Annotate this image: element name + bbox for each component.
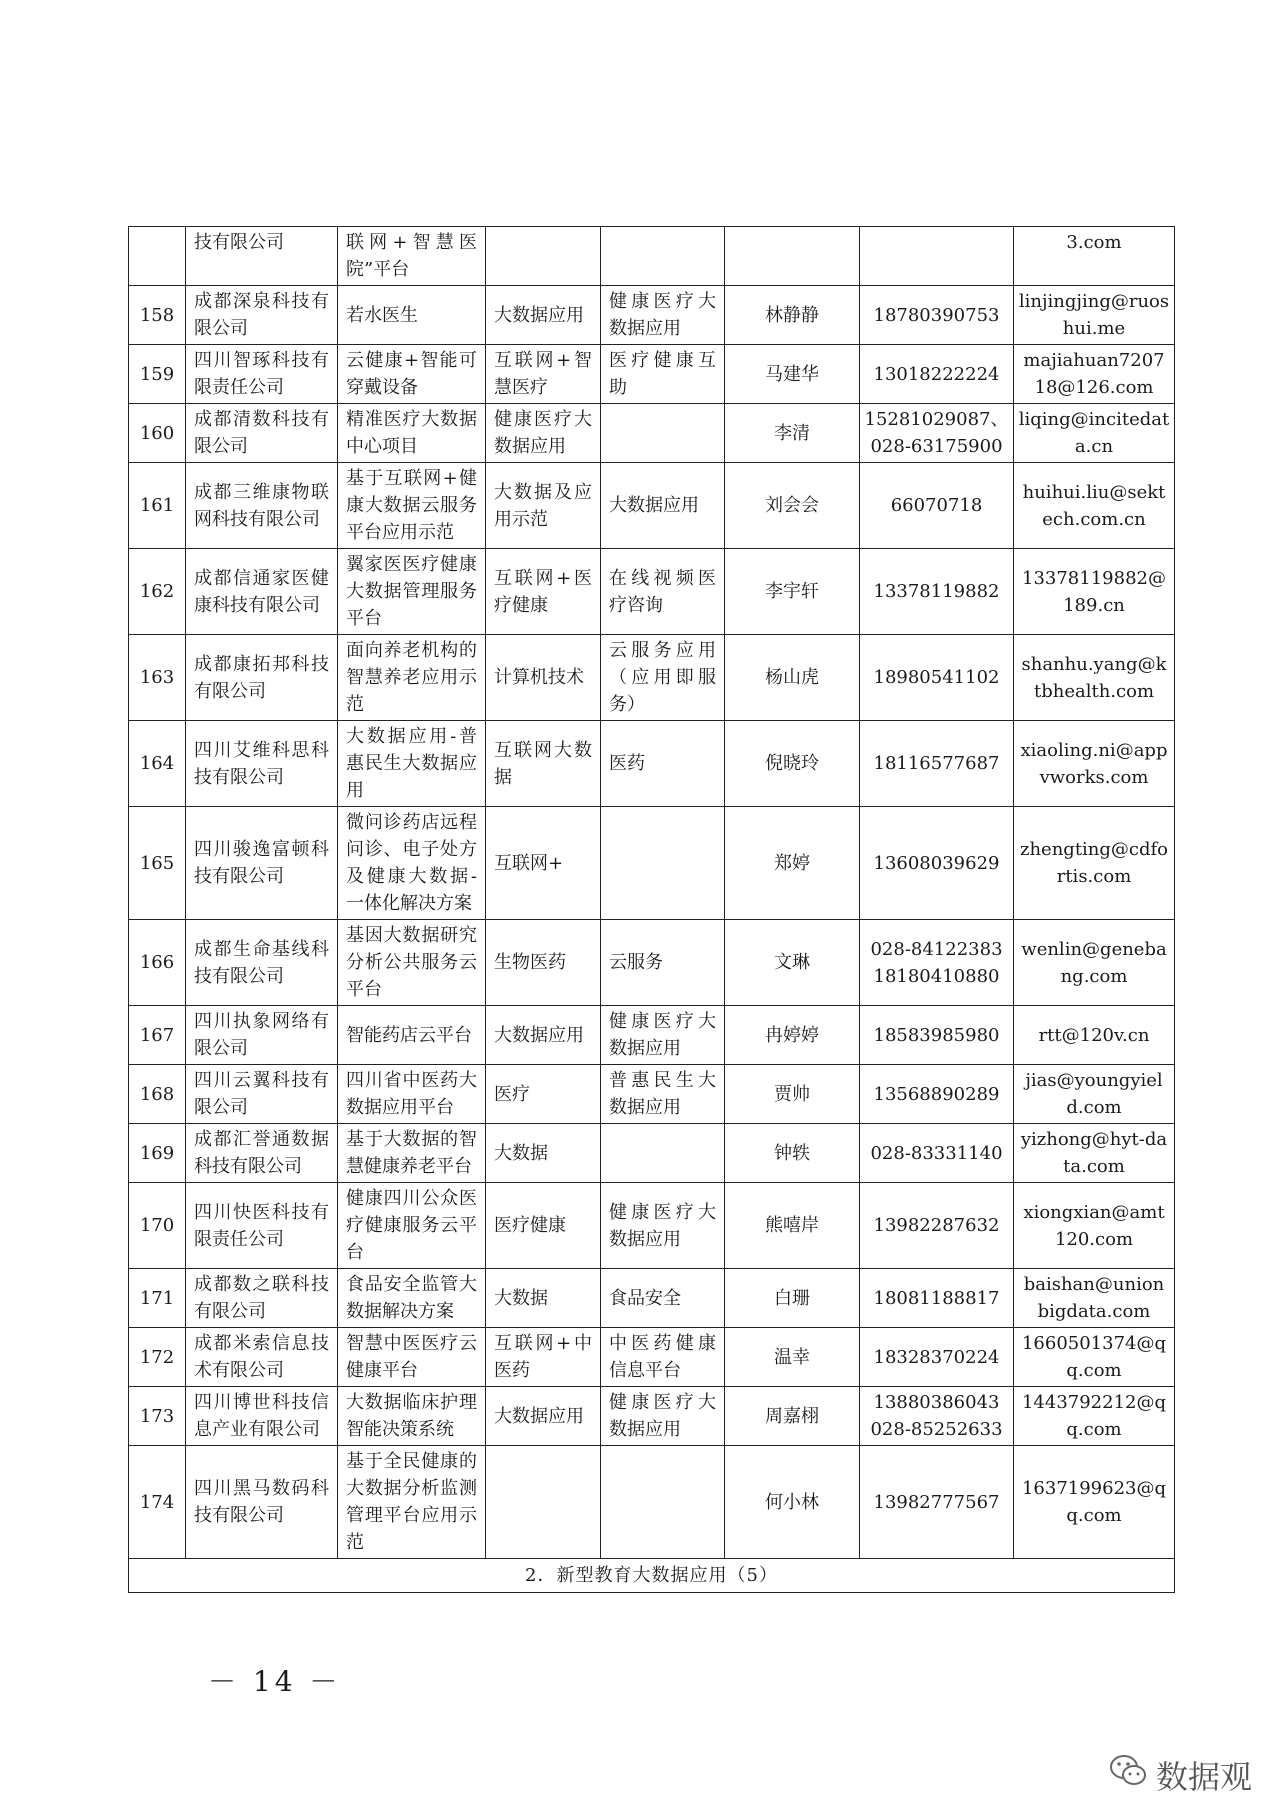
contact-person-cell: 贾帅 <box>725 1065 860 1124</box>
contact-person-cell: 李清 <box>725 404 860 463</box>
email-cell: rtt@120v.cn <box>1014 1006 1175 1065</box>
category-cell: 在线视频医疗咨询 <box>601 549 725 635</box>
project-name-cell: 微问诊药店远程问诊、电子处方及健康大数据-一体化解决方案 <box>338 807 486 920</box>
row-number-cell: 162 <box>129 549 186 635</box>
field-cell: 大数据应用 <box>486 286 601 345</box>
field-cell <box>486 227 601 286</box>
category-cell: 健康医疗大数据应用 <box>601 1006 725 1065</box>
category-cell: 普惠民生大数据应用 <box>601 1065 725 1124</box>
table-row <box>129 1065 1175 1124</box>
email-cell: majiahuan720718@126.com <box>1014 345 1175 404</box>
project-name-cell: 智慧中医医疗云健康平台 <box>338 1328 486 1387</box>
field-cell: 生物医药 <box>486 920 601 1006</box>
project-name-cell: 基于互联网+健康大数据云服务平台应用示范 <box>338 463 486 549</box>
phone-cell: 15281029087、 028-63175900 <box>860 404 1014 463</box>
table-row <box>129 227 1175 286</box>
row-number-cell: 167 <box>129 1006 186 1065</box>
table-row <box>129 807 1175 920</box>
table-row <box>129 463 1175 549</box>
phone-cell: 13018222224 <box>860 345 1014 404</box>
phone-cell: 028-83331140 <box>860 1124 1014 1183</box>
project-name-cell: 健康四川公众医疗健康服务云平台 <box>338 1183 486 1269</box>
field-cell: 大数据应用 <box>486 1387 601 1446</box>
company-name-cell: 技有限公司 <box>186 227 338 286</box>
phone-cell: 13982777567 <box>860 1446 1014 1559</box>
phone-cell <box>860 227 1014 286</box>
phone-cell: 18980541102 <box>860 635 1014 721</box>
field-cell: 大数据及应用示范 <box>486 463 601 549</box>
email-cell: 3.com <box>1014 227 1175 286</box>
row-number-cell <box>129 227 186 286</box>
field-cell: 医疗健康 <box>486 1183 601 1269</box>
email-cell: xiongxian@amt120.com <box>1014 1183 1175 1269</box>
email-cell: shanhu.yang@ktbhealth.com <box>1014 635 1175 721</box>
email-cell: xiaoling.ni@appvworks.com <box>1014 721 1175 807</box>
email-cell: yizhong@hyt-data.com <box>1014 1124 1175 1183</box>
contact-person-cell: 温幸 <box>725 1328 860 1387</box>
company-name-cell: 成都清数科技有限公司 <box>186 404 338 463</box>
project-name-cell: 基于全民健康的大数据分析监测管理平台应用示范 <box>338 1446 486 1559</box>
project-name-cell: 云健康+智能可穿戴设备 <box>338 345 486 404</box>
row-number-cell: 174 <box>129 1446 186 1559</box>
field-cell: 医疗 <box>486 1065 601 1124</box>
company-name-cell: 四川执象网络有限公司 <box>186 1006 338 1065</box>
phone-cell: 18328370224 <box>860 1328 1014 1387</box>
contact-person-cell <box>725 227 860 286</box>
row-number-cell: 169 <box>129 1124 186 1183</box>
row-number-cell: 163 <box>129 635 186 721</box>
company-name-cell: 成都生命基线科技有限公司 <box>186 920 338 1006</box>
contact-person-cell: 林静静 <box>725 286 860 345</box>
email-cell: wenlin@genebang.com <box>1014 920 1175 1006</box>
company-name-cell: 四川黑马数码科技有限公司 <box>186 1446 338 1559</box>
field-cell: 互联网+医疗健康 <box>486 549 601 635</box>
email-cell: zhengting@cdfortis.com <box>1014 807 1175 920</box>
table-row <box>129 549 1175 635</box>
row-number-cell: 161 <box>129 463 186 549</box>
field-cell <box>486 1446 601 1559</box>
project-name-cell: 精准医疗大数据中心项目 <box>338 404 486 463</box>
row-number-cell: 173 <box>129 1387 186 1446</box>
field-cell: 互联网大数据 <box>486 721 601 807</box>
table-row <box>129 1183 1175 1269</box>
contact-person-cell: 冉婷婷 <box>725 1006 860 1065</box>
company-name-cell: 四川云翼科技有限公司 <box>186 1065 338 1124</box>
field-cell: 大数据 <box>486 1269 601 1328</box>
category-cell <box>601 807 725 920</box>
contact-person-cell: 文琳 <box>725 920 860 1006</box>
category-cell: 健康医疗大数据应用 <box>601 286 725 345</box>
category-cell: 云服务 <box>601 920 725 1006</box>
company-name-cell: 成都米索信息技术有限公司 <box>186 1328 338 1387</box>
table-row <box>129 1269 1175 1328</box>
category-cell <box>601 227 725 286</box>
table-body <box>129 227 1175 1593</box>
phone-cell: 028-84122383 18180410880 <box>860 920 1014 1006</box>
project-name-cell: 联网+智慧医院”平台 <box>338 227 486 286</box>
table-row <box>129 345 1175 404</box>
project-name-cell: 基于大数据的智慧健康养老平台 <box>338 1124 486 1183</box>
company-name-cell: 成都数之联科技有限公司 <box>186 1269 338 1328</box>
company-name-cell: 成都汇誉通数据科技有限公司 <box>186 1124 338 1183</box>
company-name-cell: 四川智琢科技有限责任公司 <box>186 345 338 404</box>
company-name-cell: 四川快医科技有限责任公司 <box>186 1183 338 1269</box>
company-name-cell: 成都康拓邦科技有限公司 <box>186 635 338 721</box>
email-cell: linjingjing@ruoshui.me <box>1014 286 1175 345</box>
field-cell: 大数据 <box>486 1124 601 1183</box>
row-number-cell: 170 <box>129 1183 186 1269</box>
row-number-cell: 168 <box>129 1065 186 1124</box>
row-number-cell: 160 <box>129 404 186 463</box>
row-number-cell: 165 <box>129 807 186 920</box>
project-name-cell: 翼家医医疗健康大数据管理服务平台 <box>338 549 486 635</box>
page-number: － 14 － <box>208 1665 342 1698</box>
email-cell: 1637199623@qq.com <box>1014 1446 1175 1559</box>
email-cell: liqing@incitedata.cn <box>1014 404 1175 463</box>
field-cell: 大数据应用 <box>486 1006 601 1065</box>
category-cell: 健康医疗大数据应用 <box>601 1387 725 1446</box>
contact-person-cell: 倪晓玲 <box>725 721 860 807</box>
phone-cell: 66070718 <box>860 463 1014 549</box>
contact-person-cell: 杨山虎 <box>725 635 860 721</box>
table-row <box>129 1446 1175 1559</box>
contact-person-cell: 李宇轩 <box>725 549 860 635</box>
phone-cell: 18780390753 <box>860 286 1014 345</box>
row-number-cell: 159 <box>129 345 186 404</box>
phone-cell: 18583985980 <box>860 1006 1014 1065</box>
email-cell: baishan@unionbigdata.com <box>1014 1269 1175 1328</box>
email-cell: 1443792212@qq.com <box>1014 1387 1175 1446</box>
contact-person-cell: 钟轶 <box>725 1124 860 1183</box>
table-row <box>129 920 1175 1006</box>
email-cell: 13378119882@189.cn <box>1014 549 1175 635</box>
category-cell: 云服务应用（应用即服务） <box>601 635 725 721</box>
phone-cell: 13568890289 <box>860 1065 1014 1124</box>
table-row <box>129 1328 1175 1387</box>
project-name-cell: 大数据临床护理智能决策系统 <box>338 1387 486 1446</box>
contact-person-cell: 白珊 <box>725 1269 860 1328</box>
category-cell <box>601 1446 725 1559</box>
company-name-cell: 四川艾维科思科技有限公司 <box>186 721 338 807</box>
section-heading: 2．新型教育大数据应用（5） <box>129 1559 1175 1593</box>
watermark-text: 数据观 <box>1156 1758 1253 1796</box>
section-heading-row <box>129 1559 1175 1593</box>
project-name-cell: 大数据应用-普惠民生大数据应用 <box>338 721 486 807</box>
phone-cell: 13378119882 <box>860 549 1014 635</box>
project-table <box>128 226 1175 1593</box>
phone-cell: 18116577687 <box>860 721 1014 807</box>
phone-cell: 13880386043 028-85252633 <box>860 1387 1014 1446</box>
company-name-cell: 成都三维康物联网科技有限公司 <box>186 463 338 549</box>
category-cell <box>601 1124 725 1183</box>
contact-person-cell: 周嘉栩 <box>725 1387 860 1446</box>
field-cell: 互联网+ <box>486 807 601 920</box>
project-name-cell: 智能药店云平台 <box>338 1006 486 1065</box>
contact-person-cell: 刘会会 <box>725 463 860 549</box>
row-number-cell: 171 <box>129 1269 186 1328</box>
project-name-cell: 四川省中医药大数据应用平台 <box>338 1065 486 1124</box>
project-name-cell: 面向养老机构的智慧养老应用示范 <box>338 635 486 721</box>
category-cell: 医药 <box>601 721 725 807</box>
project-name-cell: 基因大数据研究分析公共服务云平台 <box>338 920 486 1006</box>
company-name-cell: 成都深泉科技有限公司 <box>186 286 338 345</box>
project-name-cell: 若水医生 <box>338 286 486 345</box>
table-row <box>129 286 1175 345</box>
company-name-cell: 成都信通家医健康科技有限公司 <box>186 549 338 635</box>
email-cell: 1660501374@qq.com <box>1014 1328 1175 1387</box>
row-number-cell: 164 <box>129 721 186 807</box>
company-name-cell: 四川骏逸富顿科技有限公司 <box>186 807 338 920</box>
contact-person-cell: 马建华 <box>725 345 860 404</box>
table-row <box>129 721 1175 807</box>
table-row <box>129 404 1175 463</box>
company-name-cell: 四川博世科技信息产业有限公司 <box>186 1387 338 1446</box>
category-cell: 大数据应用 <box>601 463 725 549</box>
field-cell: 互联网+智慧医疗 <box>486 345 601 404</box>
phone-cell: 13982287632 <box>860 1183 1014 1269</box>
category-cell <box>601 404 725 463</box>
field-cell: 计算机技术 <box>486 635 601 721</box>
phone-cell: 13608039629 <box>860 807 1014 920</box>
table-row <box>129 635 1175 721</box>
phone-cell: 18081188817 <box>860 1269 1014 1328</box>
wechat-icon <box>1108 1753 1148 1797</box>
field-cell: 健康医疗大数据应用 <box>486 404 601 463</box>
category-cell: 食品安全 <box>601 1269 725 1328</box>
table-row <box>129 1387 1175 1446</box>
row-number-cell: 166 <box>129 920 186 1006</box>
row-number-cell: 158 <box>129 286 186 345</box>
field-cell: 互联网+中医药 <box>486 1328 601 1387</box>
watermark <box>1108 1752 1252 1798</box>
project-name-cell: 食品安全监管大数据解决方案 <box>338 1269 486 1328</box>
category-cell: 中医药健康信息平台 <box>601 1328 725 1387</box>
category-cell: 健康医疗大数据应用 <box>601 1183 725 1269</box>
contact-person-cell: 熊嘻岸 <box>725 1183 860 1269</box>
table-row <box>129 1006 1175 1065</box>
email-cell: huihui.liu@sektech.com.cn <box>1014 463 1175 549</box>
row-number-cell: 172 <box>129 1328 186 1387</box>
contact-person-cell: 何小林 <box>725 1446 860 1559</box>
email-cell: jias@youngyield.com <box>1014 1065 1175 1124</box>
table-row <box>129 1124 1175 1183</box>
category-cell: 医疗健康互助 <box>601 345 725 404</box>
contact-person-cell: 郑婷 <box>725 807 860 920</box>
